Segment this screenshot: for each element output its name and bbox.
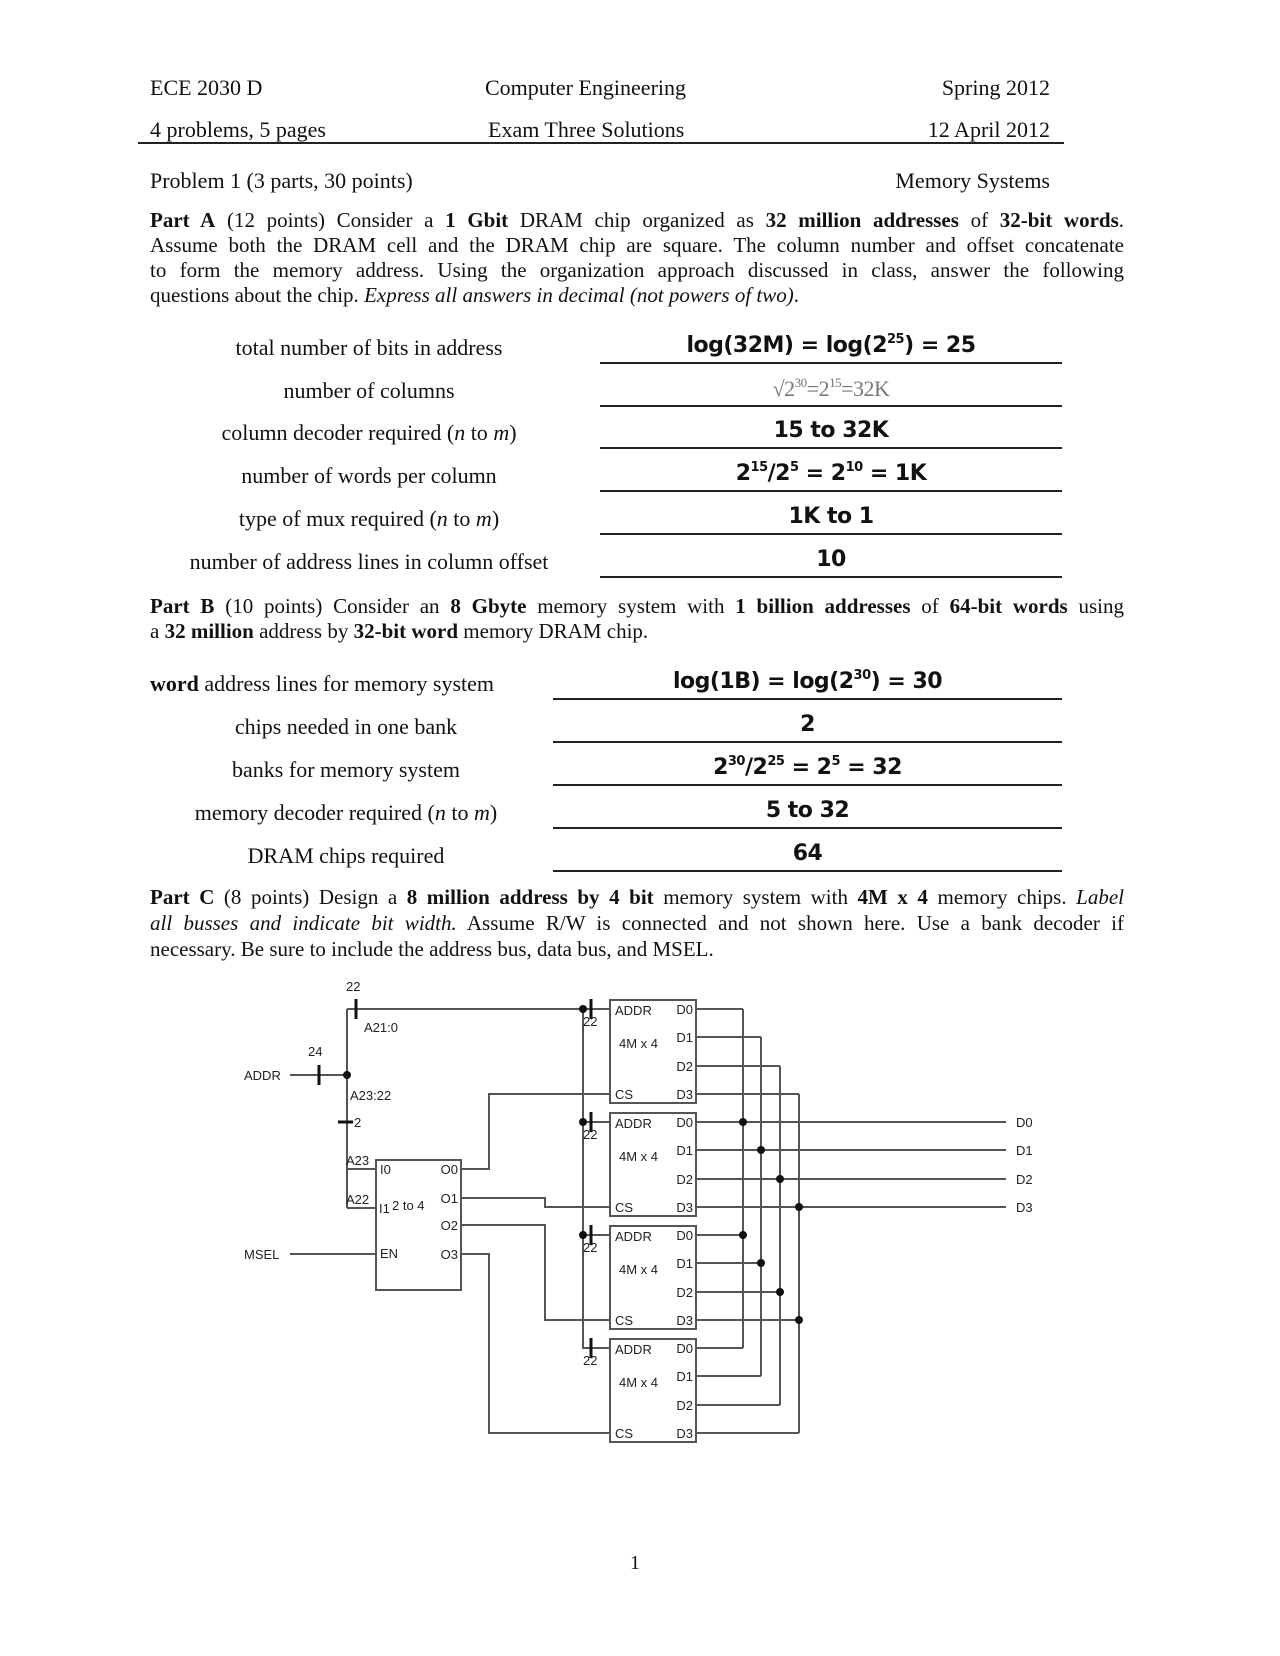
text-segment: 15 — [750, 460, 768, 475]
chip-d2-label: D2 — [676, 1172, 693, 1187]
text-segment: 5 — [831, 754, 841, 769]
text-segment: 32 million addresses — [765, 208, 959, 232]
chip-d3-label: D3 — [676, 1426, 693, 1441]
chip-d1-label: D1 — [676, 1369, 693, 1384]
text-segment: 30 — [853, 668, 871, 683]
exam-title: Exam Three Solutions — [488, 117, 685, 142]
memory-chip — [583, 1000, 799, 1103]
a23-label: A23 — [346, 1153, 370, 1168]
junction-dot — [579, 1231, 587, 1239]
chip-addr-label: ADDR — [615, 1116, 652, 1131]
text-segment: 32 million — [164, 619, 254, 643]
addr-width: 24 — [308, 1044, 323, 1059]
memory-chip — [583, 1226, 799, 1329]
text-segment: ) — [491, 506, 500, 531]
output-d1: D1 — [1016, 1143, 1033, 1158]
chip-addr-label: ADDR — [615, 1003, 652, 1018]
text-segment: 8 Gbyte — [450, 594, 527, 618]
text-segment: to — [447, 506, 476, 531]
decoder-en: EN — [380, 1246, 399, 1261]
text-segment: (10 points) Consider an — [214, 594, 451, 618]
high-bus-label: A23:22 — [350, 1088, 392, 1103]
text-segment: DRAM chip organized as — [508, 208, 766, 232]
chip-d1-label: D1 — [676, 1256, 693, 1271]
exam-info: 4 problems, 5 pages — [150, 117, 326, 142]
text-segment: m — [475, 506, 492, 531]
text-segment: Assume R/W is connected and not shown here. Use a bank decoder if — [456, 911, 1124, 935]
memory-chip — [583, 1113, 799, 1216]
output-d3: D3 — [1016, 1200, 1033, 1215]
problem-title: Problem 1 (3 parts, 30 points) — [150, 168, 413, 193]
decoder-name: 2 to 4 — [392, 1198, 425, 1213]
text-segment: column decoder required ( — [221, 420, 455, 445]
text-segment: word — [150, 671, 199, 696]
chip-d3-label: D3 — [676, 1200, 693, 1215]
text-segment: 32-bit words — [999, 208, 1119, 232]
text-segment: banks for memory system — [232, 757, 460, 782]
text-segment: number of columns — [283, 378, 455, 403]
output-d0: D0 — [1016, 1115, 1033, 1130]
chip-addr-label: ADDR — [615, 1229, 652, 1244]
chip-d0-label: D0 — [676, 1115, 693, 1130]
department: Computer Engineering — [485, 75, 687, 100]
data-output-wires — [743, 1122, 1006, 1207]
text-segment: 64-bit words — [949, 594, 1068, 618]
chip-data-wires — [696, 1235, 799, 1320]
chip-addr-width: 22 — [583, 1353, 598, 1368]
text-segment: (8 points) Design a — [214, 885, 407, 909]
chip-d0-label: D0 — [676, 1341, 693, 1356]
decoder-o3: O3 — [440, 1247, 458, 1262]
text-segment: 1K to 1 — [788, 504, 874, 529]
text-segment: ) = 25 — [904, 333, 976, 358]
chip-cs-label: CS — [615, 1313, 634, 1328]
text-segment: 30 — [727, 754, 745, 769]
text-segment: to — [465, 420, 494, 445]
text-segment: 64 — [792, 841, 823, 866]
chip-name-label: 4M x 4 — [619, 1262, 659, 1277]
text-segment: /2 — [767, 461, 790, 486]
high-width: 2 — [354, 1115, 362, 1130]
text-segment: 32-bit word — [353, 619, 458, 643]
text-segment: address by — [253, 619, 354, 643]
text-segment: 1 Gbit — [445, 208, 509, 232]
chip-d3-label: D3 — [676, 1313, 693, 1328]
chip-cs-label: CS — [615, 1426, 634, 1441]
junction-dot — [579, 1118, 587, 1126]
text-segment: 15 to 32K — [773, 418, 889, 443]
text-segment: of — [958, 208, 1000, 232]
text-segment: = 32 — [840, 755, 902, 780]
chip-addr-label: ADDR — [615, 1342, 652, 1357]
junction-dot — [757, 1259, 765, 1267]
chip-d0-label: D0 — [676, 1228, 693, 1243]
junction-dot — [757, 1146, 765, 1154]
decoder-i0: I0 — [380, 1162, 391, 1177]
decoder-o1: O1 — [440, 1191, 458, 1206]
text-segment: total number of bits in address — [235, 335, 503, 360]
chip-d2-label: D2 — [676, 1285, 693, 1300]
text-segment: 25 — [767, 754, 785, 769]
text-segment: n — [454, 420, 466, 445]
text-segment: ) = 30 — [870, 669, 943, 694]
text-segment: log(32M) = log(2 — [686, 333, 888, 358]
chip-d3-label: D3 — [676, 1087, 693, 1102]
chip-data-wires — [696, 1009, 799, 1094]
addr-label: ADDR — [244, 1068, 281, 1083]
text-segment: 2 — [735, 461, 751, 486]
text-segment: log(1B) = log(2 — [672, 669, 854, 694]
text-segment: =2 — [806, 376, 830, 401]
text-segment: memory DRAM chip. — [458, 619, 649, 643]
junction-dot — [776, 1175, 784, 1183]
text-segment: 2 — [800, 712, 815, 737]
output-d2: D2 — [1016, 1172, 1033, 1187]
text-segment: 30 — [794, 375, 807, 390]
data-bus-lines — [743, 1009, 799, 1433]
memory-chip — [583, 1339, 799, 1442]
text-segment: . — [793, 283, 800, 307]
text-segment: Express all answers in decimal (not powers of two) — [364, 283, 794, 307]
text-segment: =32K — [841, 376, 890, 401]
chip-addr-width: 22 — [583, 1240, 598, 1255]
text-segment: number of words per column — [241, 463, 497, 488]
text-segment: √2 — [772, 376, 795, 401]
text-segment: to form the memory address. Using the organization approach discussed in class, answer the following — [150, 258, 1124, 282]
junction-dot — [739, 1231, 747, 1239]
chip-d1-label: D1 — [676, 1143, 693, 1158]
junction-dot — [795, 1203, 803, 1211]
low-bus-label: A21:0 — [364, 1020, 398, 1035]
chip-d1-label: D1 — [676, 1030, 693, 1045]
text-segment: to — [445, 800, 474, 825]
text-segment: 1 billion addresses — [735, 594, 911, 618]
text-segment: memory chips. — [927, 885, 1077, 909]
text-segment: chips needed in one bank — [234, 714, 458, 739]
text-segment: number of address lines in column offset — [189, 549, 549, 574]
low-width: 22 — [346, 979, 361, 994]
chip-addr-width: 22 — [583, 1127, 598, 1142]
text-segment: 8 million address by 4 bit — [406, 885, 654, 909]
text-segment: 5 to 32 — [765, 798, 850, 823]
text-segment: type of mux required ( — [238, 506, 437, 531]
course-code: ECE 2030 D — [150, 75, 263, 100]
chip-addr-width: 22 — [583, 1014, 598, 1029]
text-segment: using — [1067, 594, 1124, 618]
a22-label: A22 — [346, 1192, 370, 1207]
text-segment: ) — [509, 420, 517, 445]
chip-d0-label: D0 — [676, 1002, 693, 1017]
junction-dot — [343, 1071, 351, 1079]
text-segment: necessary. Be sure to include the address bus, data bus, and MSEL. — [150, 937, 714, 961]
text-segment: 2 — [713, 755, 728, 780]
term: Spring 2012 — [941, 75, 1050, 100]
chip-name-label: 4M x 4 — [619, 1375, 659, 1390]
chip-name-label: 4M x 4 — [619, 1036, 659, 1051]
text-segment: Part A — [150, 208, 216, 232]
text-segment: 10 — [816, 547, 846, 572]
text-segment: (12 points) Consider a — [215, 208, 446, 232]
decoder-i1: I1 — [379, 1201, 390, 1216]
chip-data-wires — [696, 1348, 799, 1433]
chip-d2-label: D2 — [676, 1398, 693, 1413]
text-segment: ) — [489, 800, 498, 825]
text-segment: n — [434, 800, 446, 825]
text-segment: memory decoder required ( — [194, 800, 435, 825]
chip-cs-label: CS — [615, 1200, 634, 1215]
text-segment: 25 — [887, 332, 905, 347]
page-number: 1 — [630, 1552, 640, 1574]
text-segment: 5 — [789, 460, 799, 475]
junction-dot — [795, 1316, 803, 1324]
text-segment: = 2 — [784, 755, 832, 780]
text-segment: of — [910, 594, 950, 618]
text-segment: 15 — [829, 375, 842, 390]
cs-wire-1 — [461, 1198, 610, 1207]
cs-wire-3 — [461, 1254, 610, 1433]
decoder-o2: O2 — [440, 1218, 458, 1233]
msel-label: MSEL — [244, 1247, 280, 1262]
chip-d2-label: D2 — [676, 1059, 693, 1074]
text-segment: /2 — [744, 755, 768, 780]
chip-address-bus — [583, 1009, 610, 1348]
text-segment: questions about the chip. — [150, 283, 365, 307]
text-segment: Label — [1076, 885, 1124, 909]
text-segment: all busses and indicate bit width. — [150, 911, 457, 935]
decoder-o0: O0 — [440, 1162, 458, 1177]
text-segment: = 2 — [798, 461, 846, 486]
chip-data-wires — [696, 1122, 799, 1207]
junction-dot — [776, 1288, 784, 1296]
text-segment: 4M x 4 — [857, 885, 928, 909]
text-segment: address lines for memory system — [198, 671, 494, 696]
text-segment: = 1K — [862, 461, 927, 486]
chip-name-label: 4M x 4 — [619, 1149, 659, 1164]
text-segment: Assume both the DRAM cell and the DRAM chip are square. The column number and offset concatenate — [150, 233, 1124, 257]
text-segment: memory system with — [653, 885, 858, 909]
text-segment: 10 — [845, 460, 863, 475]
junction-dot — [739, 1118, 747, 1126]
text-segment: m — [473, 800, 490, 825]
problem-topic: Memory Systems — [895, 168, 1050, 193]
junction-dot — [579, 1005, 587, 1013]
text-segment: memory system with — [526, 594, 736, 618]
text-segment: Part C — [150, 885, 215, 909]
text-segment: . — [1118, 208, 1125, 232]
text-segment: DRAM chips required — [247, 843, 445, 868]
chip-cs-label: CS — [615, 1087, 634, 1102]
text-segment: Part B — [150, 594, 215, 618]
text-segment: m — [493, 420, 510, 445]
text-segment: n — [436, 506, 448, 531]
exam-date: 12 April 2012 — [927, 117, 1050, 142]
text-segment: a — [150, 619, 165, 643]
